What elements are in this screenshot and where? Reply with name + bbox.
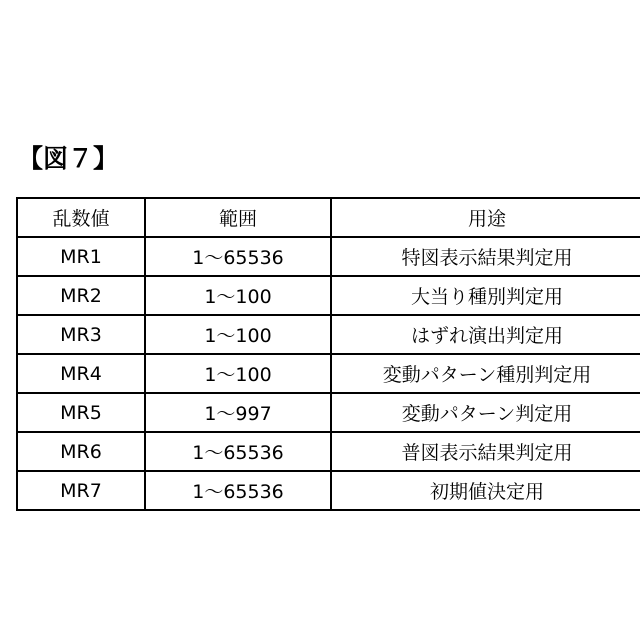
cell-range: 1〜65536: [145, 432, 331, 471]
cell-range: 1〜65536: [145, 471, 331, 510]
random-number-table: [16, 197, 640, 511]
cell-range: 1〜100: [145, 276, 331, 315]
column-header-range: 範囲: [145, 198, 331, 237]
table-row: [17, 315, 640, 354]
cell-usage: 変動パターン種別判定用: [331, 354, 640, 393]
table-header: [17, 198, 640, 237]
table-row: [17, 432, 640, 471]
cell-random-value: MR2: [17, 276, 145, 315]
cell-range: 1〜100: [145, 354, 331, 393]
cell-random-value: MR1: [17, 237, 145, 276]
cell-range: 1〜100: [145, 315, 331, 354]
cell-usage: 変動パターン判定用: [331, 393, 640, 432]
cell-usage: 普図表示結果判定用: [331, 432, 640, 471]
cell-random-value: MR6: [17, 432, 145, 471]
cell-usage: 特図表示結果判定用: [331, 237, 640, 276]
table-row: [17, 393, 640, 432]
table-body: [17, 237, 640, 510]
cell-usage: はずれ演出判定用: [331, 315, 640, 354]
table-row: [17, 237, 640, 276]
cell-random-value: MR5: [17, 393, 145, 432]
cell-range: 1〜65536: [145, 237, 331, 276]
figure-caption: 【図７】: [18, 144, 119, 173]
table-row: [17, 276, 640, 315]
cell-random-value: MR3: [17, 315, 145, 354]
column-header-random-value: 乱数値: [17, 198, 145, 237]
cell-random-value: MR7: [17, 471, 145, 510]
cell-usage: 初期値決定用: [331, 471, 640, 510]
table-row: [17, 354, 640, 393]
random-number-table-container: [16, 197, 624, 511]
table-header-row: [17, 198, 640, 237]
table-row: [17, 471, 640, 510]
column-header-usage: 用途: [331, 198, 640, 237]
cell-random-value: MR4: [17, 354, 145, 393]
cell-usage: 大当り種別判定用: [331, 276, 640, 315]
cell-range: 1〜997: [145, 393, 331, 432]
